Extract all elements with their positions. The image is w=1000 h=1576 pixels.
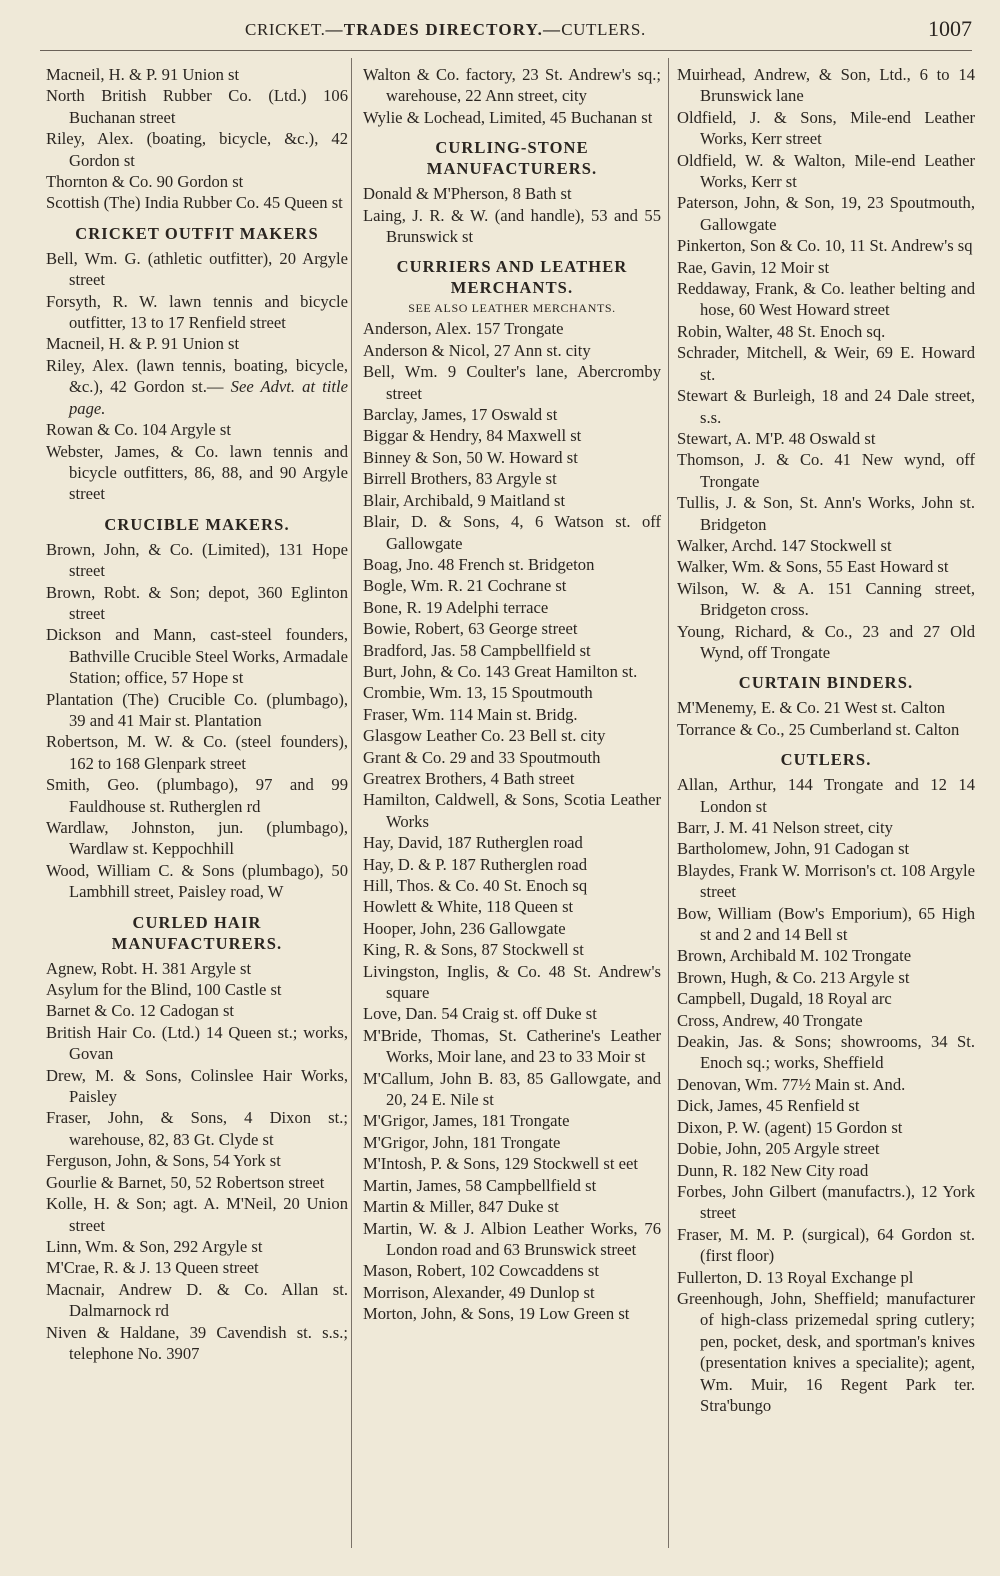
directory-entry: Bow, William (Bow's Emporium), 65 High st and 2 and 14 Bell st bbox=[677, 903, 975, 945]
section-heading-curling-stone: CURLING-STONE MANUFACTURERS. bbox=[426, 138, 598, 179]
directory-entry: Wylie & Lochead, Limited, 45 Buchanan st bbox=[363, 107, 653, 127]
column-2 bbox=[363, 64, 661, 1325]
col2-top-list bbox=[363, 64, 661, 128]
directory-entry: M'Intosh, P. & Sons, 129 Stockwell st eet bbox=[363, 1154, 638, 1174]
directory-entry: Drew, M. & Sons, Colinslee Hair Works, Paisley bbox=[46, 1065, 348, 1107]
crucible-list bbox=[46, 539, 348, 903]
directory-entry: Allan, Arthur, 144 Trongate and 12 14 London st bbox=[677, 775, 975, 816]
directory-entry: Blaydes, Frank W. Morrison's ct. 108 Argyle street bbox=[677, 860, 975, 902]
directory-entry: Rowan & Co. 104 Argyle st bbox=[46, 420, 231, 440]
directory-entry: Scottish (The) India Rubber Co. 45 Queen st bbox=[46, 193, 343, 213]
directory-entry: Fraser, Wm. 114 Main st. Bridg. bbox=[363, 704, 578, 724]
directory-entry: Macnair, Andrew D. & Co. Allan st. Dalmarnock rd bbox=[46, 1279, 348, 1321]
directory-entry: Barr, J. M. 41 Nelson street, city bbox=[677, 818, 893, 837]
directory-entry: M'Grigor, James, 181 Trongate bbox=[363, 1111, 570, 1131]
directory-entry: Walker, Archd. 147 Stockwell st bbox=[677, 535, 892, 555]
directory-entry: Reddaway, Frank, & Co. leather belting and hose, 60 West Howard street bbox=[677, 279, 975, 320]
section-heading-curtain-binders: CURTAIN BINDERS. bbox=[738, 673, 914, 693]
curtain-binders-list bbox=[677, 697, 975, 740]
directory-entry: Pinkerton, Son & Co. 10, 11 St. Andrew's sq bbox=[677, 236, 973, 256]
directory-entry: Cross, Andrew, 40 Trongate bbox=[677, 1010, 863, 1030]
directory-entry: Linn, Wm. & Son, 292 Argyle st bbox=[46, 1236, 263, 1256]
directory-entry: Hay, David, 187 Rutherglen road bbox=[363, 833, 583, 853]
directory-entry: Paterson, John, & Son, 19, 23 Spoutmouth, Gallowgate bbox=[677, 193, 975, 234]
directory-entry: North British Rubber Co. (Ltd.) 106 Buchanan street bbox=[46, 86, 348, 127]
directory-entry: Crombie, Wm. 13, 15 Spoutmouth bbox=[363, 683, 593, 703]
col3-top-list bbox=[677, 64, 975, 663]
directory-entry: Dick, James, 45 Renfield st bbox=[677, 1096, 860, 1116]
running-head-left: CRICKET. bbox=[245, 20, 326, 39]
directory-entry: Bogle, Wm. R. 21 Cochrane st bbox=[363, 576, 567, 596]
directory-entry: Anderson & Nicol, 27 Ann st. city bbox=[363, 340, 591, 360]
directory-entry: M'Menemy, E. & Co. 21 West st. Calton bbox=[677, 698, 946, 718]
directory-entry: Gourlie & Barnet, 50, 52 Robertson street bbox=[46, 1172, 325, 1192]
cricket-list-b bbox=[46, 419, 348, 505]
column-divider-1 bbox=[351, 58, 352, 1548]
page-number: 1007 bbox=[928, 16, 972, 41]
directory-entry: Forsyth, R. W. lawn tennis and bicycle outfitter, 13 to 17 Renfield street bbox=[46, 291, 348, 333]
directory-entry: M'Callum, John B. 83, 85 Gallowgate, and 20, 24 E. Nile st bbox=[363, 1068, 661, 1110]
header-rule bbox=[40, 50, 972, 51]
column-1 bbox=[46, 64, 348, 1364]
directory-entry: M'Bride, Thomas, St. Catherine's Leather Works, Moir lane, and 23 to 33 Moir st bbox=[363, 1025, 661, 1067]
directory-entry: Grant & Co. 29 and 33 Spoutmouth bbox=[363, 747, 601, 767]
directory-entry: Bell, Wm. 9 Coulter's lane, Abercromby street bbox=[363, 362, 661, 403]
directory-entry: Bell, Wm. G. (athletic outfitter), 20 Argyle street bbox=[46, 248, 348, 290]
directory-entry: British Hair Co. (Ltd.) 14 Queen st.; works, Govan bbox=[46, 1022, 348, 1064]
column-divider-2 bbox=[668, 58, 669, 1548]
directory-entry: Dobie, John, 205 Argyle street bbox=[677, 1139, 880, 1159]
section-heading-curriers: CURRIERS AND LEATHER MERCHANTS. bbox=[396, 257, 628, 298]
directory-entry: Brown, Archibald M. 102 Trongate bbox=[677, 946, 912, 966]
directory-entry: Birrell Brothers, 83 Argyle st bbox=[363, 469, 557, 489]
directory-entry: Denovan, Wm. 77½ Main st. And. bbox=[677, 1074, 906, 1094]
section-heading-cricket-outfit: CRICKET OUTFIT MAKERS bbox=[75, 223, 319, 243]
curriers-list bbox=[363, 318, 661, 1324]
riley-entry-text: Riley, Alex. (lawn tennis, boating, bicycle, &c.), 42 Gordon st.— bbox=[46, 355, 348, 397]
directory-entry: Wardlaw, Johnston, jun. (plumbago), Wardlaw st. Keppochhill bbox=[46, 818, 348, 859]
directory-entry: Morrison, Alexander, 49 Dunlop st bbox=[363, 1282, 595, 1302]
directory-entry: Donald & M'Pherson, 8 Bath st bbox=[363, 184, 572, 204]
directory-entry: Oldfield, J. & Sons, Mile-end Leather Works, Kerr street bbox=[677, 107, 975, 149]
curled-hair-list bbox=[46, 958, 348, 1365]
directory-entry: Tullis, J. & Son, St. Ann's Works, John st. Bridgeton bbox=[677, 493, 975, 534]
directory-entry: Hill, Thos. & Co. 40 St. Enoch sq bbox=[363, 876, 588, 895]
curling-stone-list bbox=[363, 183, 661, 247]
directory-entry: Bowie, Robert, 63 George street bbox=[363, 619, 578, 639]
directory-entry: Brown, Hugh, & Co. 213 Argyle st bbox=[677, 967, 910, 987]
directory-entry: Hay, D. & P. 187 Rutherglen road bbox=[363, 854, 587, 874]
directory-entry: Bradford, Jas. 58 Campbellfield st bbox=[363, 640, 591, 660]
directory-entry: Dixon, P. W. (agent) 15 Gordon st bbox=[677, 1117, 903, 1137]
directory-entry: Livingston, Inglis, & Co. 48 St. Andrew's square bbox=[363, 961, 661, 1003]
directory-entry-riley bbox=[46, 355, 348, 419]
directory-entry: Dunn, R. 182 New City road bbox=[677, 1160, 869, 1180]
directory-entry: Oldfield, W. & Walton, Mile-end Leather Works, Kerr st bbox=[677, 150, 975, 192]
directory-entry: Barclay, James, 17 Oswald st bbox=[363, 405, 558, 425]
directory-entry: Bone, R. 19 Adelphi terrace bbox=[363, 597, 549, 617]
directory-entry: Forbes, John Gilbert (manufactrs.), 12 York street bbox=[677, 1181, 975, 1223]
section-heading-cutlers: CUTLERS. bbox=[780, 750, 872, 770]
directory-entry: M'Grigor, John, 181 Trongate bbox=[363, 1132, 561, 1152]
directory-entry: Campbell, Dugald, 18 Royal arc bbox=[677, 989, 892, 1009]
directory-entry: Anderson, Alex. 157 Trongate bbox=[363, 319, 564, 339]
directory-entry: Brown, John, & Co. (Limited), 131 Hope street bbox=[46, 539, 348, 581]
directory-entry: Thomson, J. & Co. 41 New wynd, off Trongate bbox=[677, 450, 975, 491]
directory-entry: Glasgow Leather Co. 23 Bell st. city bbox=[363, 726, 606, 746]
directory-entry: Blair, D. & Sons, 4, 6 Watson st. off Gallowgate bbox=[363, 512, 661, 553]
col1-top-list bbox=[46, 64, 348, 214]
directory-entry: Martin, W. & J. Albion Leather Works, 76 London road and 63 Brunswick street bbox=[363, 1218, 661, 1259]
directory-entry: Wood, William C. & Sons (plumbago), 50 Lambhill street, Paisley road, W bbox=[46, 860, 348, 902]
running-head bbox=[245, 20, 646, 40]
directory-entry: Boag, Jno. 48 French st. Bridgeton bbox=[363, 554, 595, 574]
directory-entry: Fullerton, D. 13 Royal Exchange pl bbox=[677, 1267, 914, 1287]
directory-entry: Blair, Archibald, 9 Maitland st bbox=[363, 490, 566, 510]
directory-entry: Hamilton, Caldwell, & Sons, Scotia Leather Works bbox=[363, 790, 661, 831]
directory-entry: Plantation (The) Crucible Co. (plumbago), 39 and 41 Mair st. Plantation bbox=[46, 689, 348, 730]
cutlers-list bbox=[677, 774, 975, 1416]
directory-entry: Stewart & Burleigh, 18 and 24 Dale street, s.s. bbox=[677, 386, 975, 427]
directory-entry: Kolle, H. & Son; agt. A. M'Neil, 20 Union street bbox=[46, 1194, 348, 1235]
directory-entry: Walton & Co. factory, 23 St. Andrew's sq.; warehouse, 22 Ann street, city bbox=[363, 65, 661, 106]
directory-entry: Fraser, John, & Sons, 4 Dixon st.; warehouse, 82, 83 Gt. Clyde st bbox=[46, 1108, 348, 1149]
directory-entry: King, R. & Sons, 87 Stockwell st bbox=[363, 940, 584, 960]
directory-entry: Robin, Walter, 48 St. Enoch sq. bbox=[677, 321, 886, 341]
directory-entry: M'Crae, R. & J. 13 Queen street bbox=[46, 1258, 259, 1278]
column-3 bbox=[677, 64, 975, 1416]
directory-entry: Smith, Geo. (plumbago), 97 and 99 Fauldhouse st. Rutherglen rd bbox=[46, 775, 348, 816]
directory-entry: Ferguson, John, & Sons, 54 York st bbox=[46, 1151, 281, 1171]
directory-entry: Greenhough, John, Sheffield; manufacturer of high-class prizemedal spring cutlery; pen, pocket, desk, and sportman's knives (presentation knives a specialite); agent, Wm. Muir, 16 Regent Park ter. Stra'bungo bbox=[677, 1288, 975, 1415]
directory-entry: Young, Richard, & Co., 23 and 27 Old Wynd, off Trongate bbox=[677, 621, 975, 662]
directory-entry: Rae, Gavin, 12 Moir st bbox=[677, 257, 830, 277]
section-heading-curled-hair: CURLED HAIR MANUFACTURERS. bbox=[111, 912, 283, 953]
directory-entry: Burt, John, & Co. 143 Great Hamilton st. bbox=[363, 661, 638, 681]
directory-entry: Mason, Robert, 102 Cowcaddens st bbox=[363, 1261, 599, 1281]
directory-entry: Riley, Alex. (boating, bicycle, &c.), 42 Gordon st bbox=[46, 129, 348, 170]
directory-entry: Macneil, H. & P. 91 Union st bbox=[46, 65, 240, 84]
directory-entry: Love, Dan. 54 Craig st. off Duke st bbox=[363, 1004, 597, 1024]
directory-entry: Macneil, H. & P. 91 Union st bbox=[46, 334, 240, 354]
advert-note: See Advt. at title page. bbox=[69, 377, 348, 418]
directory-entry: Martin, James, 58 Campbellfield st bbox=[363, 1175, 597, 1195]
directory-entry: Niven & Haldane, 39 Cavendish st. s.s.; telephone No. 3907 bbox=[46, 1322, 348, 1363]
directory-entry: Morton, John, & Sons, 19 Low Green st bbox=[363, 1304, 630, 1324]
directory-entry: Thornton & Co. 90 Gordon st bbox=[46, 172, 244, 192]
running-head-right: CUTLERS. bbox=[561, 20, 646, 39]
directory-entry: Schrader, Mitchell, & Weir, 69 E. Howard st. bbox=[677, 343, 975, 384]
see-also-note: SEE ALSO LEATHER MERCHANTS. bbox=[408, 301, 616, 316]
directory-entry: Agnew, Robt. H. 381 Argyle st bbox=[46, 958, 252, 978]
directory-entry: Stewart, A. M'P. 48 Oswald st bbox=[677, 428, 876, 448]
section-heading-crucible: CRUCIBLE MAKERS. bbox=[104, 514, 290, 534]
directory-entry: Webster, James, & Co. lawn tennis and bicycle outfitters, 86, 88, and 90 Argyle street bbox=[46, 441, 348, 504]
directory-entry: Deakin, Jas. & Sons; showrooms, 34 St. Enoch sq.; works, Sheffield bbox=[677, 1032, 975, 1073]
directory-entry: Robertson, M. W. & Co. (steel founders), 162 to 168 Glenpark street bbox=[46, 732, 348, 773]
directory-entry: Fraser, M. M. P. (surgical), 64 Gordon st. (first floor) bbox=[677, 1224, 975, 1266]
directory-entry: Wilson, W. & A. 151 Canning street, Bridgeton cross. bbox=[677, 578, 975, 620]
directory-entry: Torrance & Co., 25 Cumberland st. Calton bbox=[677, 719, 960, 739]
directory-entry: Asylum for the Blind, 100 Castle st bbox=[46, 980, 282, 1000]
directory-entry: Hooper, John, 236 Gallowgate bbox=[363, 918, 566, 938]
directory-entry: Barnet & Co. 12 Cadogan st bbox=[46, 1001, 235, 1021]
page-header bbox=[40, 14, 972, 44]
cricket-list-a bbox=[46, 248, 348, 355]
directory-entry: Bartholomew, John, 91 Cadogan st bbox=[677, 839, 910, 859]
directory-entry: Walker, Wm. & Sons, 55 East Howard st bbox=[677, 557, 949, 577]
running-head-middle: —TRADES DIRECTORY.— bbox=[325, 20, 562, 39]
directory-entry: Muirhead, Andrew, & Son, Ltd., 6 to 14 Brunswick lane bbox=[677, 65, 975, 106]
directory-entry: Laing, J. R. & W. (and handle), 53 and 55 Brunswick st bbox=[363, 205, 661, 247]
directory-entry: Biggar & Hendry, 84 Maxwell st bbox=[363, 426, 582, 446]
directory-entry: Howlett & White, 118 Queen st bbox=[363, 897, 574, 917]
directory-entry: Greatrex Brothers, 4 Bath street bbox=[363, 768, 575, 788]
directory-entry: Brown, Robt. & Son; depot, 360 Eglinton street bbox=[46, 582, 348, 623]
directory-entry: Dickson and Mann, cast-steel founders, Bathville Crucible Steel Works, Armadale Station; office, 57 Hope st bbox=[46, 625, 349, 688]
directory-entry: Martin & Miller, 847 Duke st bbox=[363, 1197, 559, 1217]
directory-entry: Binney & Son, 50 W. Howard st bbox=[363, 447, 578, 467]
